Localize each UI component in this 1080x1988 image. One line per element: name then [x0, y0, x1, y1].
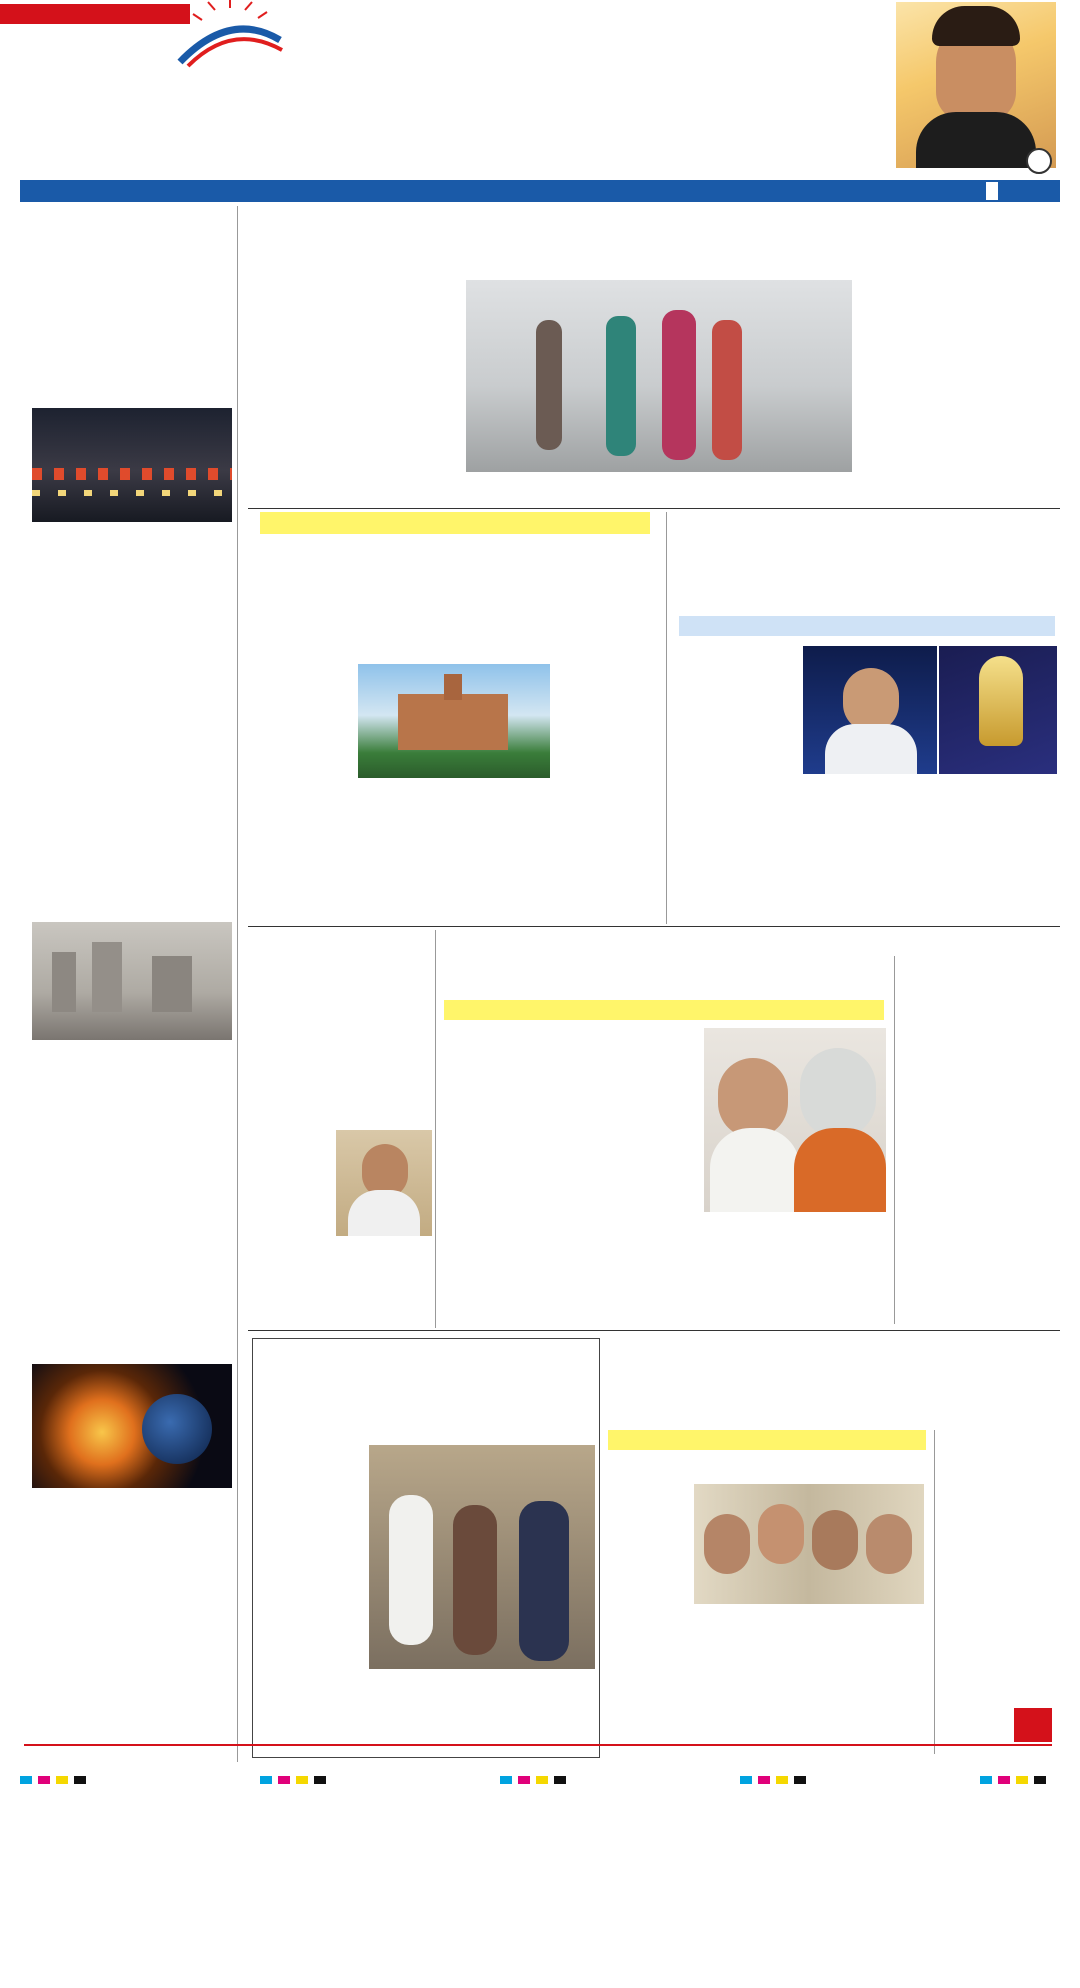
cold-wave-photo	[466, 280, 852, 472]
cold-wave-headline	[258, 210, 1058, 260]
ad-badge	[1026, 148, 1052, 174]
anniversary-badge	[0, 4, 190, 24]
amit-shah-photo	[336, 1130, 432, 1236]
pollution-story-body	[32, 786, 232, 918]
info-price	[986, 182, 998, 200]
left-column	[28, 206, 238, 1762]
trade-fair-story	[252, 1338, 600, 1758]
minor-wife-body-2	[556, 660, 654, 920]
nitish-body-2	[704, 1220, 886, 1324]
minor-wife-kicker	[260, 512, 650, 534]
modi-nitish-photo	[704, 1028, 886, 1212]
minor-wife-body-1	[258, 660, 354, 784]
khela-bar	[608, 1430, 926, 1450]
pok-bar	[679, 616, 1055, 636]
trade-fair-body-left	[261, 1441, 363, 1667]
shah-helicopter-story	[248, 930, 436, 1328]
masthead-title	[212, 34, 892, 154]
shah-body-top	[256, 1022, 432, 1120]
icc-official-photo	[803, 646, 937, 774]
khela-body-top	[610, 1456, 924, 1482]
cold-wave-body-1	[258, 278, 458, 502]
pollution-story-body-2	[32, 1044, 232, 1190]
cold-wave-body-2	[860, 278, 1056, 502]
pok-body-1	[677, 644, 795, 918]
nitish-bar	[444, 1000, 884, 1020]
page2-number	[1014, 1708, 1052, 1742]
traffic-story-body	[32, 330, 232, 406]
minor-wife-story	[248, 512, 658, 924]
page2-real	[0, 1700, 1080, 1988]
khela-body-left	[610, 1482, 690, 1604]
ad-person-photo	[896, 2, 1056, 168]
asteroid-story-body	[32, 1274, 232, 1362]
pok-body-2	[803, 778, 937, 918]
champions-trophy-photo	[939, 646, 1057, 774]
cold-wave-story	[248, 206, 1060, 508]
trade-fair-photo	[369, 1445, 595, 1669]
traffic-night-photo	[32, 408, 232, 522]
masthead	[0, 0, 1080, 178]
nitish-story	[440, 930, 1060, 1328]
shah-body-left	[256, 1122, 332, 1258]
maharashtra-leaders-photo	[694, 1484, 924, 1604]
maharashtra-khela-story	[606, 1336, 1060, 1758]
pok-trophy-story	[666, 512, 1060, 924]
bombay-high-court-photo	[358, 664, 550, 778]
trade-fair-body-top	[345, 1417, 595, 1441]
shah-body-bottom	[256, 1260, 432, 1324]
info-bar	[20, 180, 1060, 202]
nitish-body-3	[894, 956, 1056, 1324]
traffic-story-body-2	[32, 524, 232, 688]
minor-wife-body-1b	[258, 788, 354, 918]
nitish-body-1	[460, 1028, 698, 1324]
smog-city-photo	[32, 922, 232, 1040]
pok-body-3	[943, 778, 1057, 918]
asteroid-photo	[32, 1364, 232, 1488]
